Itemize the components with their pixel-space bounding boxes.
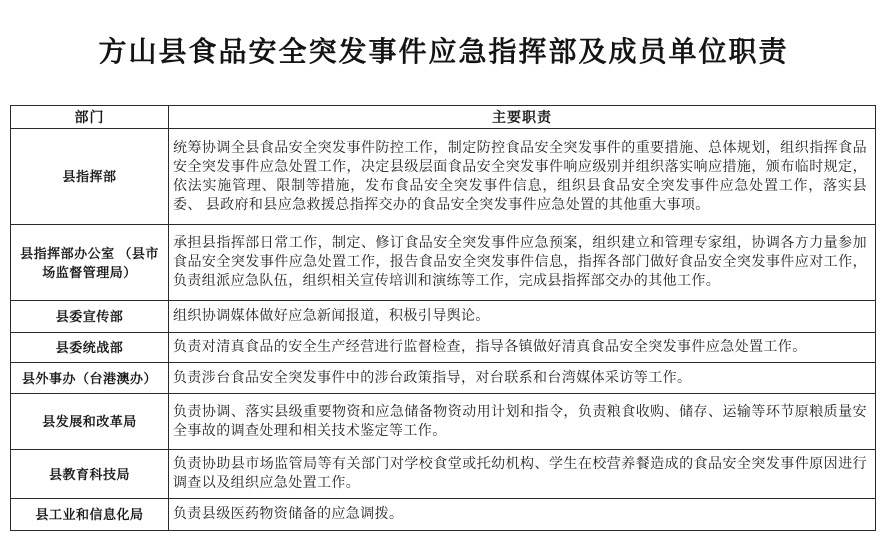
department-cell: 县指挥部办公室 （县市场监督管理局） [11,225,169,301]
duty-cell: 统筹协调全县食品安全突发事件防控工作，制定防控食品安全突发事件的重要措施、总体规划，组织指挥食品安全突发事件应急处置工作，决定县级层面食品安全突发事件响应级别并组织落实响应措施，颁布临时规定，依法实施管理、限制等措施，发布食品安全突发事件信息，组织县食品安全突发事件应急处置工作，落实县委、 县政府和县应急救援总指挥交办的食品安全突发事件应急处置的其他重大事项。 [169,129,876,225]
duty-cell: 负责涉台食品安全突发事件中的涉台政策指导，对台联系和台湾媒体采访等工作。 [169,363,876,394]
page-title: 方山县食品安全突发事件应急指挥部及成员单位职责 [98,37,789,68]
department-cell: 县委统战部 [11,333,169,363]
table-row [11,499,876,531]
table-header-row [11,106,876,129]
department-cell: 县委宣传部 [11,301,169,333]
department-cell: 县外事办（台港澳办） [11,363,169,394]
table-body [11,129,876,531]
department-cell: 县指挥部 [11,129,169,225]
table-row [11,225,876,301]
table-row [11,333,876,363]
duty-cell: 承担县指挥部日常工作，制定、修订食品安全突发事件应急预案，组织建立和管理专家组，协调各方力量参加食品安全突发事件应急处置工作，报告食品安全突发事件信息，指挥各部门做好食品安全突发事件应对工作， 负责组派应急队伍，组织相关宣传培训和演练等工作，完成县指挥部交办的其他工作。 [169,225,876,301]
table-row [11,129,876,225]
table-row [11,363,876,394]
department-cell: 县工业和信息化局 [11,499,169,531]
department-cell: 县发展和改革局 [11,394,169,450]
department-cell: 县教育科技局 [11,450,169,499]
duty-cell: 负责协调、落实县级重要物资和应急储备物资动用计划和指令，负责粮食收购、储存、运输等环节原粮质量安全事故的调查处理和相关技术鉴定等工作。 [169,394,876,450]
table-row [11,301,876,333]
table-row [11,394,876,450]
column-header-department: 部门 [11,106,169,129]
column-header-duty: 主要职责 [169,106,876,129]
duty-cell: 负责对清真食品的安全生产经营进行监督检查，指导各镇做好清真食品安全突发事件应急处置工作。 [169,333,876,363]
table-row [11,450,876,499]
duty-cell: 负责县级医药物资储备的应急调拨。 [169,499,876,531]
duty-cell: 负责协助县市场监管局等有关部门对学校食堂或托幼机构、学生在校营养餐造成的食品安全突发事件原因进行调查以及组织应急处置工作。 [169,450,876,499]
responsibilities-table [10,105,876,531]
duty-cell: 组织协调媒体做好应急新闻报道，积极引导舆论。 [169,301,876,333]
